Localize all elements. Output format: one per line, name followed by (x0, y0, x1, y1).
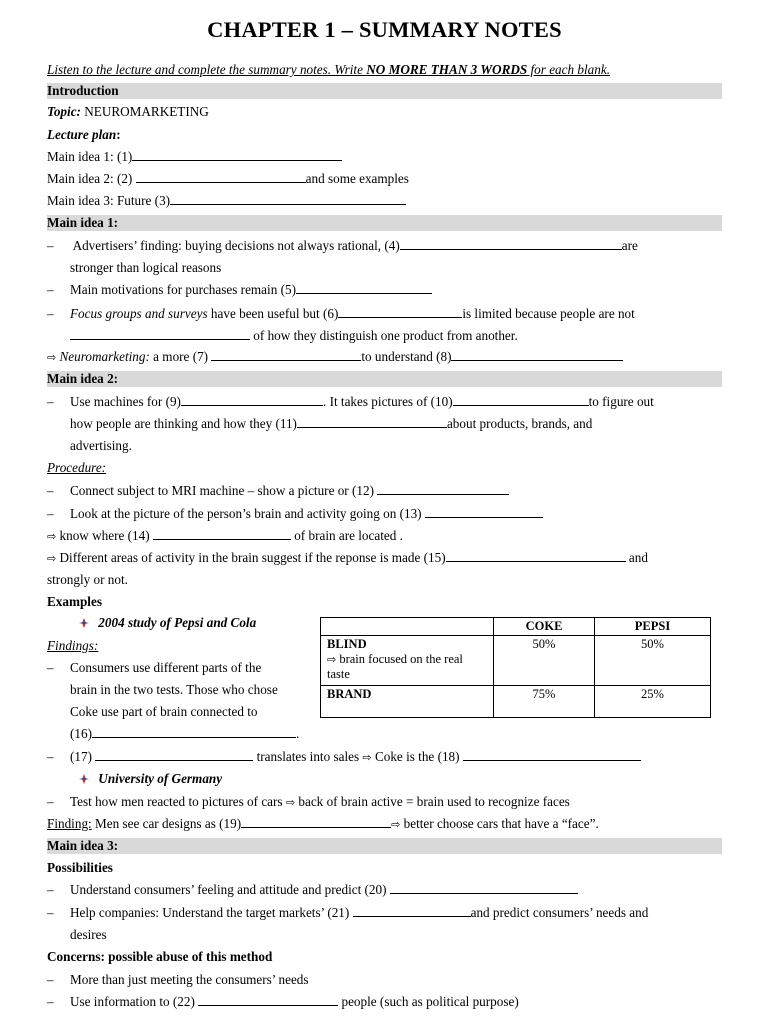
dash: – (47, 794, 54, 809)
plan-idea-3 (47, 191, 722, 211)
dash: – (47, 506, 54, 521)
topic-line (47, 102, 722, 122)
blank-21[interactable] (353, 903, 471, 917)
finding-1-cont3-tail: . (295, 726, 300, 741)
blank-12[interactable] (377, 481, 509, 495)
example-2 (47, 769, 754, 789)
procedure-step-2 (47, 504, 722, 524)
section-introduction: Introduction (47, 83, 722, 99)
procedure-step-3-text: know where (14) (56, 528, 153, 543)
lecture-plan-line (47, 125, 722, 145)
table-row-label (321, 636, 494, 686)
arrow-right-icon: ⇨ (47, 351, 57, 364)
main2-point-1 (47, 392, 722, 412)
main1-point-3 (47, 304, 722, 324)
dash: – (47, 660, 54, 675)
table-cell: 50% (595, 636, 711, 686)
arrow-right-icon: ⇨ (391, 818, 401, 831)
main1-point-1-text: Advertisers’ finding: buying decisions not always rational, (4) (70, 238, 400, 253)
main1-point-1-cont: stronger than logical reasons (70, 260, 222, 275)
main2-point-1-mid: . It takes pictures of (10) (322, 394, 453, 409)
finding-2-tail: Coke is the (18) (371, 749, 463, 764)
blank-4[interactable] (400, 236, 622, 250)
plan-idea-2-text: Main idea 2: (2) (47, 171, 136, 186)
arrow-right-icon: ⇨ (362, 751, 372, 764)
plan-idea-1-text: Main idea 1: (1) (47, 149, 133, 164)
blank-7[interactable] (211, 347, 361, 361)
dash: – (47, 238, 54, 253)
procedure-label: Procedure: (47, 460, 107, 475)
dash: – (47, 394, 54, 409)
main1-point-3-tail: is limited because people are not (462, 306, 635, 321)
table-header-cell: COKE (494, 618, 595, 636)
diamond-bullet-icon (79, 774, 89, 784)
procedure-step-4 (47, 548, 722, 568)
table-row (321, 686, 711, 718)
blank-22[interactable] (198, 992, 338, 1006)
finding-1-text: Consumers use different parts of the (70, 660, 262, 675)
table-row-label: BRAND (321, 686, 494, 718)
example-1-title: 2004 study of Pepsi and Cola (98, 615, 257, 630)
blank-2[interactable] (136, 169, 306, 183)
possibility-2-cont: desires (70, 927, 107, 942)
germany-point-1-tail: back of brain active = brain used to recognize faces (295, 794, 570, 809)
neuromarketing-text: a more (7) (149, 349, 212, 364)
germany-finding-label: Finding: (47, 816, 92, 831)
instruction-text: Listen to the lecture and complete the summary notes. Write (47, 62, 367, 77)
finding-1-cont3 (47, 724, 745, 744)
blank-17[interactable] (95, 747, 253, 761)
blank-6b[interactable] (70, 326, 250, 340)
dash: – (47, 994, 54, 1009)
blank-19[interactable] (241, 814, 391, 828)
main2-point-1-text: Use machines for (9) (70, 394, 181, 409)
concern-1 (47, 970, 722, 990)
possibilities-label: Possibilities (47, 860, 113, 875)
dash: – (47, 282, 54, 297)
neuromarketing-label: Neuromarketing: (59, 349, 150, 364)
diamond-bullet-icon (79, 618, 89, 628)
neuromarketing-line (47, 347, 722, 367)
possibility-2 (47, 903, 722, 923)
table-header-cell (321, 618, 494, 636)
procedure-step-1-text: Connect subject to MRI machine – show a picture or (12) (70, 483, 378, 498)
germany-finding-text: Men see car designs as (19) (91, 816, 242, 831)
instruction (47, 60, 722, 80)
germany-finding (47, 814, 722, 834)
procedure-step-4-tail: and (625, 550, 648, 565)
coke-pepsi-table (320, 617, 711, 718)
instruction-bold: NO MORE THAN 3 WORDS (366, 62, 528, 77)
table-cell: 75% (494, 686, 595, 718)
concern-2-tail: people (such as political purpose) (338, 994, 519, 1009)
table-header-row (321, 618, 711, 636)
main1-point-2 (47, 280, 722, 300)
instruction-tail: for each blank. (527, 62, 610, 77)
table-cell: 50% (494, 636, 595, 686)
page-title: CHAPTER 1 – SUMMARY NOTES (207, 17, 562, 42)
lecture-plan-label: Lecture plan (47, 127, 117, 142)
blind-note-text: brain focused on the real taste (327, 652, 463, 681)
blank-8[interactable] (451, 347, 623, 361)
possibility-1-text: Understand consumers’ feeling and attitude and predict (20) (70, 882, 390, 897)
main2-point-1-tail: to figure out (588, 394, 654, 409)
arrow-right-icon: ⇨ (47, 552, 57, 565)
main1-point-3-cont (47, 326, 745, 346)
blind-label: BLIND (327, 637, 367, 651)
plan-idea-2-tail: and some examples (305, 171, 409, 186)
blank-10[interactable] (453, 392, 589, 406)
dash: – (47, 483, 54, 498)
procedure-step-3 (47, 526, 722, 546)
blank-1[interactable] (132, 147, 342, 161)
procedure-step-4-text: Different areas of activity in the brain suggest if the reponse is made (15) (56, 550, 446, 565)
finding-2-mid: translates into sales (253, 749, 363, 764)
findings-label: Findings: (47, 638, 99, 653)
main1-point-3-cont-text: of how they distinguish one product from another. (250, 328, 518, 343)
dash: – (47, 905, 54, 920)
blank-5[interactable] (296, 280, 432, 294)
procedure-step-4-cont: strongly or not. (47, 572, 128, 587)
lecture-plan-colon: : (116, 127, 121, 142)
arrow-right-icon: ⇨ (285, 796, 296, 809)
finding-1-cont3-text: (16) (70, 726, 92, 741)
main1-point-1 (47, 236, 722, 256)
main2-point-1-cont2: advertising. (70, 438, 132, 453)
blank-16[interactable] (92, 724, 296, 738)
germany-finding-tail: better choose cars that have a “face”. (400, 816, 599, 831)
blank-3[interactable] (170, 191, 406, 205)
arrow-right-icon: ⇨ (47, 530, 57, 543)
section-main-idea-2: Main idea 2: (47, 371, 722, 387)
table-cell: 25% (595, 686, 711, 718)
finding-2-text: (17) (70, 749, 96, 764)
section-main-idea-3: Main idea 3: (47, 838, 722, 854)
main1-point-1-tail: are (621, 238, 638, 253)
germany-point-1-text: Test how men reacted to pictures of cars (70, 794, 286, 809)
table-row (321, 636, 711, 686)
example-2-title: University of Germany (98, 771, 223, 786)
blank-6[interactable] (338, 304, 462, 318)
germany-point-1 (47, 792, 722, 812)
finding-1-cont2: Coke use part of brain connected to (70, 704, 258, 719)
finding-1-cont: brain in the two tests. Those who chose (70, 682, 278, 697)
dash: – (47, 882, 54, 897)
main2-point-1-cont-text: how people are thinking and how they (11) (70, 416, 297, 431)
finding-2 (47, 747, 722, 767)
topic-value: NEUROMARKETING (80, 104, 209, 119)
possibility-1 (47, 880, 722, 900)
main1-point-3-text: have been useful but (6) (207, 306, 339, 321)
arrow-right-icon: ⇨ (327, 653, 337, 666)
blank-18[interactable] (463, 747, 641, 761)
plan-idea-2 (47, 169, 722, 189)
main2-point-1-cont-tail: about products, brands, and (446, 416, 593, 431)
blind-note (327, 652, 487, 682)
blank-9[interactable] (181, 392, 323, 406)
blank-11[interactable] (297, 414, 447, 428)
blank-20[interactable] (390, 880, 578, 894)
blank-13[interactable] (425, 504, 543, 518)
main1-point-3-italic: Focus groups and surveys (70, 306, 208, 321)
plan-idea-3-text: Main idea 3: Future (3) (47, 193, 171, 208)
main2-point-1-cont (47, 414, 745, 434)
topic-label: Topic: (47, 104, 81, 119)
procedure-step-1 (47, 481, 722, 501)
concern-2-text: Use information to (22) (70, 994, 199, 1009)
blank-15[interactable] (446, 548, 626, 562)
dash: – (47, 749, 54, 764)
procedure-step-2-text: Look at the picture of the person’s brain and activity going on (13) (70, 506, 425, 521)
blank-14[interactable] (153, 526, 291, 540)
concerns-label: Concerns: possible abuse of this method (47, 949, 273, 964)
dash: – (47, 306, 54, 321)
concern-1-text: More than just meeting the consumers’ needs (70, 972, 309, 987)
table-header-cell: PEPSI (595, 618, 711, 636)
section-main-idea-1: Main idea 1: (47, 215, 722, 231)
concern-2 (47, 992, 722, 1012)
procedure-step-3-tail: of brain are located . (290, 528, 403, 543)
possibility-2-tail: and predict consumers’ needs and (470, 905, 649, 920)
dash: – (47, 972, 54, 987)
neuromarketing-tail: to understand (8) (361, 349, 452, 364)
plan-idea-1 (47, 147, 722, 167)
examples-label: Examples (47, 594, 102, 609)
possibility-2-text: Help companies: Understand the target markets’ (21) (70, 905, 353, 920)
main1-point-2-text: Main motivations for purchases remain (5) (70, 282, 296, 297)
